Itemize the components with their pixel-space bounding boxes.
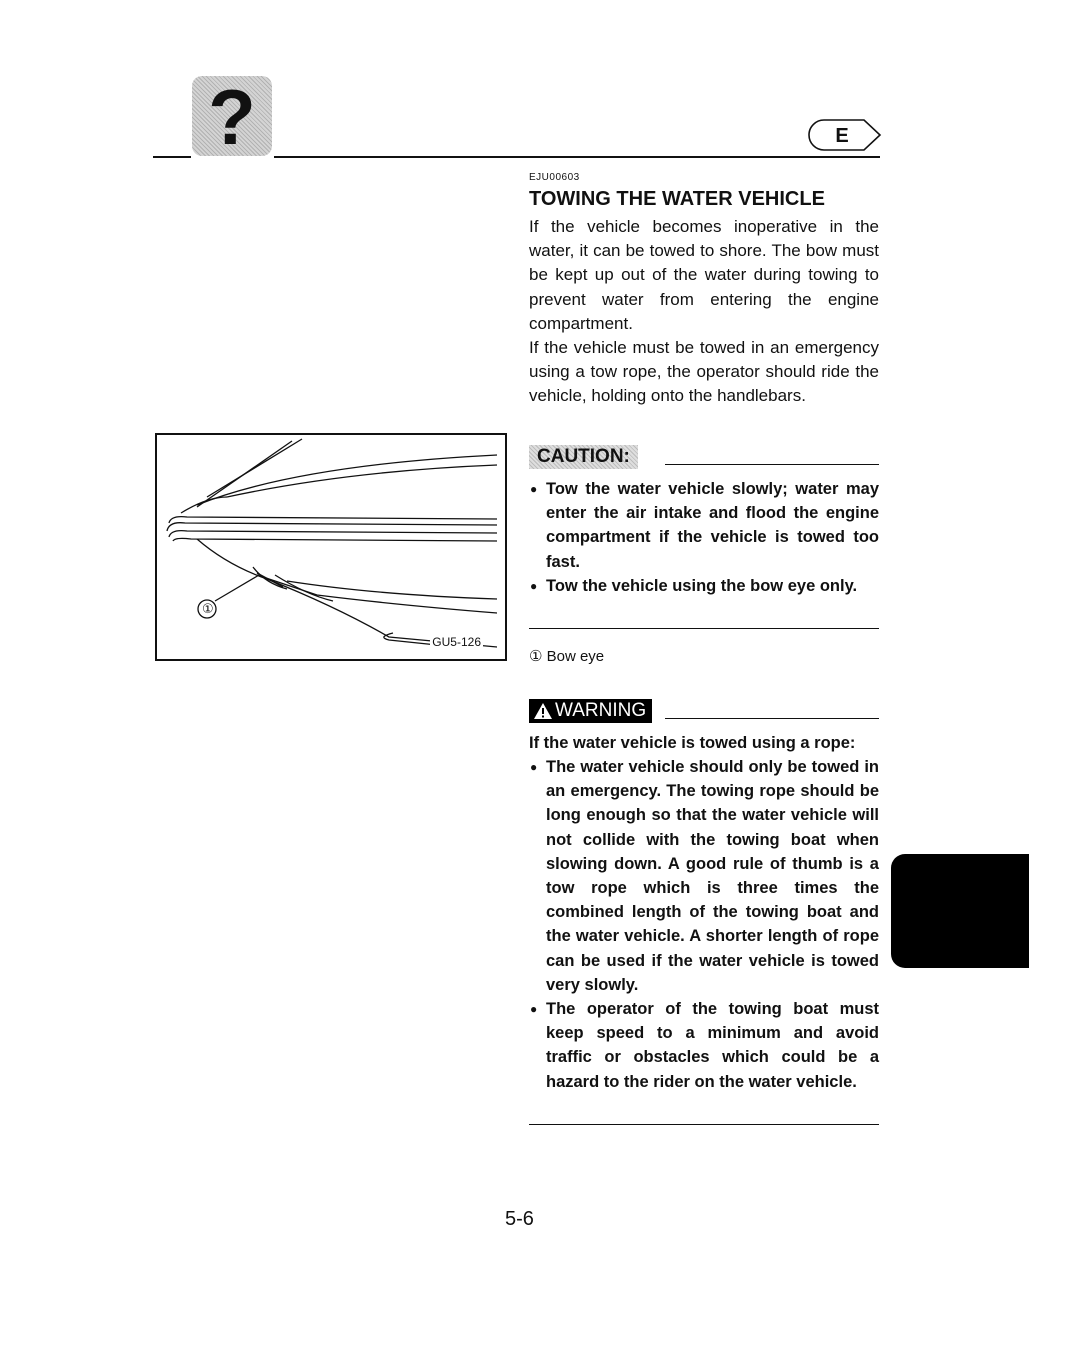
language-badge — [808, 118, 882, 152]
language-badge-letter: E — [835, 125, 849, 147]
callout-number: ① — [202, 601, 214, 616]
figure-code: GU5-126 — [432, 635, 481, 649]
warning-end-rule — [529, 1124, 879, 1125]
caution-rule — [665, 464, 879, 465]
chapter-tab — [891, 854, 1029, 968]
bow-illustration — [155, 433, 507, 661]
document-code: EJU00603 — [529, 172, 580, 183]
header-rule-left — [153, 156, 191, 158]
jet-ski-bow-drawing — [157, 435, 505, 659]
warning-item: ● The operator of the towing boat must keep speed to a minimum and avoid traffic or obstacles which could be a hazard to the rider on the water vehicle. — [529, 997, 879, 1094]
caution-item: ● Tow the vehicle using the bow eye only. — [529, 574, 879, 598]
warning-label-box — [529, 699, 652, 723]
question-glyph: ? — [208, 73, 256, 161]
paragraph-2: If the vehicle must be towed in an emergency using a tow rope, the operator should ride the vehicle, holding onto the handlebars. — [529, 338, 879, 406]
warning-intro: If the water vehicle is towed using a rope: — [529, 734, 856, 752]
question-mark-icon — [192, 73, 272, 161]
caution-end-rule — [529, 628, 879, 629]
figure-legend: ① Bow eye — [529, 648, 605, 665]
warning-label: WARNING — [555, 700, 647, 721]
page-number: 5-6 — [505, 1208, 534, 1230]
warning-list — [529, 755, 879, 1094]
section-title: TOWING THE WATER VEHICLE — [529, 188, 825, 210]
warning-rule — [665, 718, 879, 719]
caution-item: ● Tow the water vehicle slowly; water may enter the air intake and flood the engine compartment if the vehicle is towed too fast. — [529, 477, 879, 574]
caution-list — [529, 477, 879, 598]
warning-header — [529, 699, 879, 723]
warning-item: ● The water vehicle should only be towed in an emergency. The towing rope should be long enough so that the water vehicle will not collide with the towing boat when slowing down. A good rule of thumb is a tow rope which is three times the combined length of the towing boat and the water vehicle. A shorter length of rope can be used if the water vehicle is towed very slowly. — [529, 755, 879, 997]
caution-label: CAUTION: — [529, 445, 638, 469]
caution-header — [529, 445, 879, 469]
paragraph-1: If the vehicle becomes inoperative in the water, it can be towed to shore. The bow must be kept up out of the water during towing to prevent water from entering the engine compartment. — [529, 217, 879, 333]
header-rule-right — [274, 156, 880, 158]
warning-triangle-icon — [533, 702, 553, 720]
